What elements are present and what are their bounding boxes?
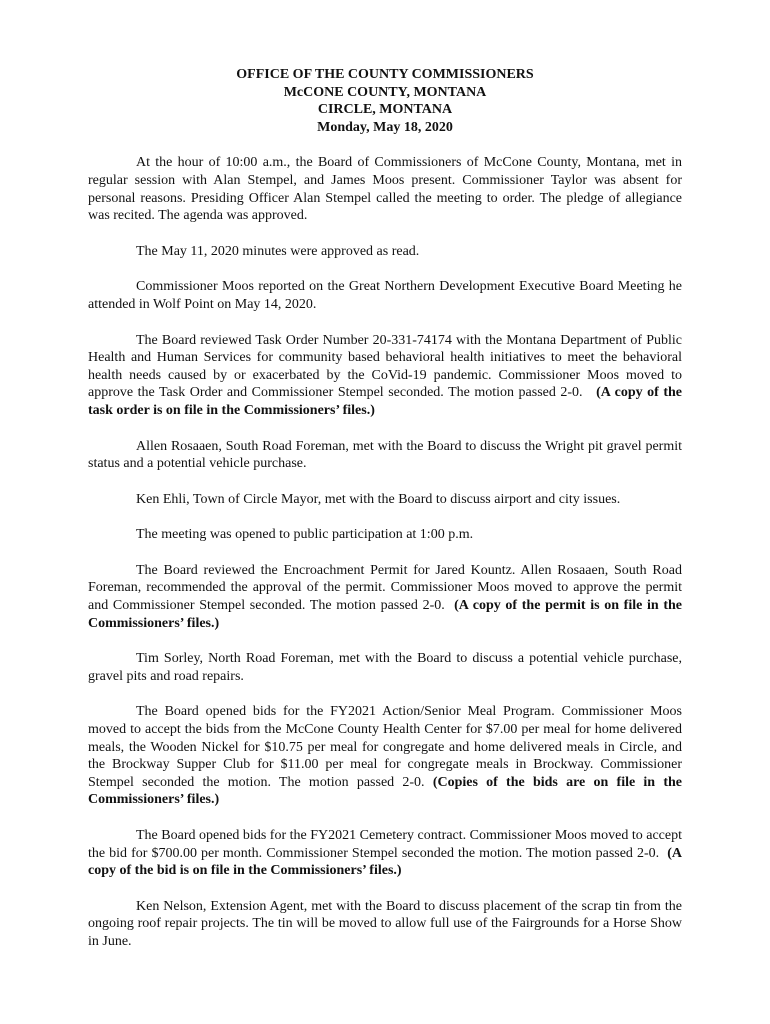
- office-title: OFFICE OF THE COUNTY COMMISSIONERS: [236, 67, 534, 82]
- paragraph-cemetery-contract: The Board opened bids for the FY2021 Cemetery contract. Commissioner Moos moved to accept the bid for $700.00 per month. Commissioner Stempel seconded the motion. The motion passed 2-0. (A copy of the bid is on file in the Commissioners’ files.): [88, 828, 683, 879]
- file-note: (Copies of the bids are on file in the Commissioners’ files.): [88, 774, 682, 808]
- paragraph-call-to-order: At the hour of 10:00 a.m., the Board of Commissioners of McCone County, Montana, met in regular session with Alan Stempel, and James Moos present. Commissioner Taylor was absent for personal reasons. Presiding Officer Alan Stempel called the meeting to order. The pledge of allegiance was recited. The agenda was approved.: [88, 155, 682, 224]
- paragraph-encroachment-permit: The Board reviewed the Encroachment Permit for Jared Kountz. Allen Rosaaen, South Road Foreman, recommended the approval of the permit. Commissioner Moos moved to approve the permit and Commissioner Stempel seconded. The motion passed 2-0. (A copy of the permit is on file in the Commissioners’ files.): [88, 562, 682, 631]
- paragraph-meal-program: The Board opened bids for the FY2021 Action/Senior Meal Program. Commissioner Moos moved to accept the bids from the McCone County Health Center for $7.00 per meal for home delivered meals, the Wooden Nickel for $10.75 per meal for congregate and home delivered meals in Circle, and the Brockway Supper Club for $11.00 per meal for congregate meals in Brockway. Commissioner Stempel seconded the motion. The motion passed 2-0. (Copies of the bids are on file in the Commissioners’ files.): [88, 704, 682, 808]
- county-name: McCONE COUNTY, MONTANA: [283, 84, 487, 100]
- paragraph-mayor: Ken Ehli, Town of Circle Mayor, met with the Board to discuss airport and city issues.: [136, 491, 621, 507]
- paragraph-task-order: The Board reviewed Task Order Number 20-331-74174 with the Montana Department of Public Health and Human Services for community based behavioral health initiatives to meet the behavioral health needs caused by or exacerbated by the CoVid-19 pandemic. Commissioner Moos moved to approve the Task Order and Commissioner Stempel seconded. The motion passed 2-0. (A copy of the task order is on file in the Commissioners’ files.): [88, 332, 683, 418]
- file-note: (A copy of the bid is on file in the Commissioners’ files.): [88, 845, 683, 879]
- paragraph-south-road: Allen Rosaaen, South Road Foreman, met with the Board to discuss the Wright pit gravel permit status and a potential vehicle purchase.: [88, 438, 682, 472]
- paragraph-gndev-report: Commissioner Moos reported on the Great Northern Development Executive Board Meeting he attended in Wolf Point on May 14, 2020.: [88, 279, 682, 312]
- paragraph-minutes: The May 11, 2020 minutes were approved as read.: [136, 243, 420, 259]
- file-note: (A copy of the permit is on file in the Commissioners’ files.): [88, 598, 682, 631]
- file-note: (A copy of the task order is on file in the Commissioners’ files.): [88, 385, 683, 418]
- paragraph-north-road: Tim Sorley, North Road Foreman, met with the Board to discuss a potential vehicle purchase, gravel pits and road repairs.: [88, 651, 682, 684]
- paragraph-extension-agent: Ken Nelson, Extension Agent, met with the Board to discuss placement of the scrap tin from the ongoing roof repair projects. The tin will be moved to allow full use of the Fairgrounds for a Horse Show in June.: [88, 898, 682, 949]
- paragraph-public-participation: The meeting was opened to public participation at 1:00 p.m.: [136, 527, 474, 543]
- meeting-date: Monday, May 18, 2020: [317, 119, 453, 135]
- city-state: CIRCLE, MONTANA: [317, 102, 453, 118]
- document-page: [88, 66, 682, 969]
- document-header: [88, 66, 682, 136]
